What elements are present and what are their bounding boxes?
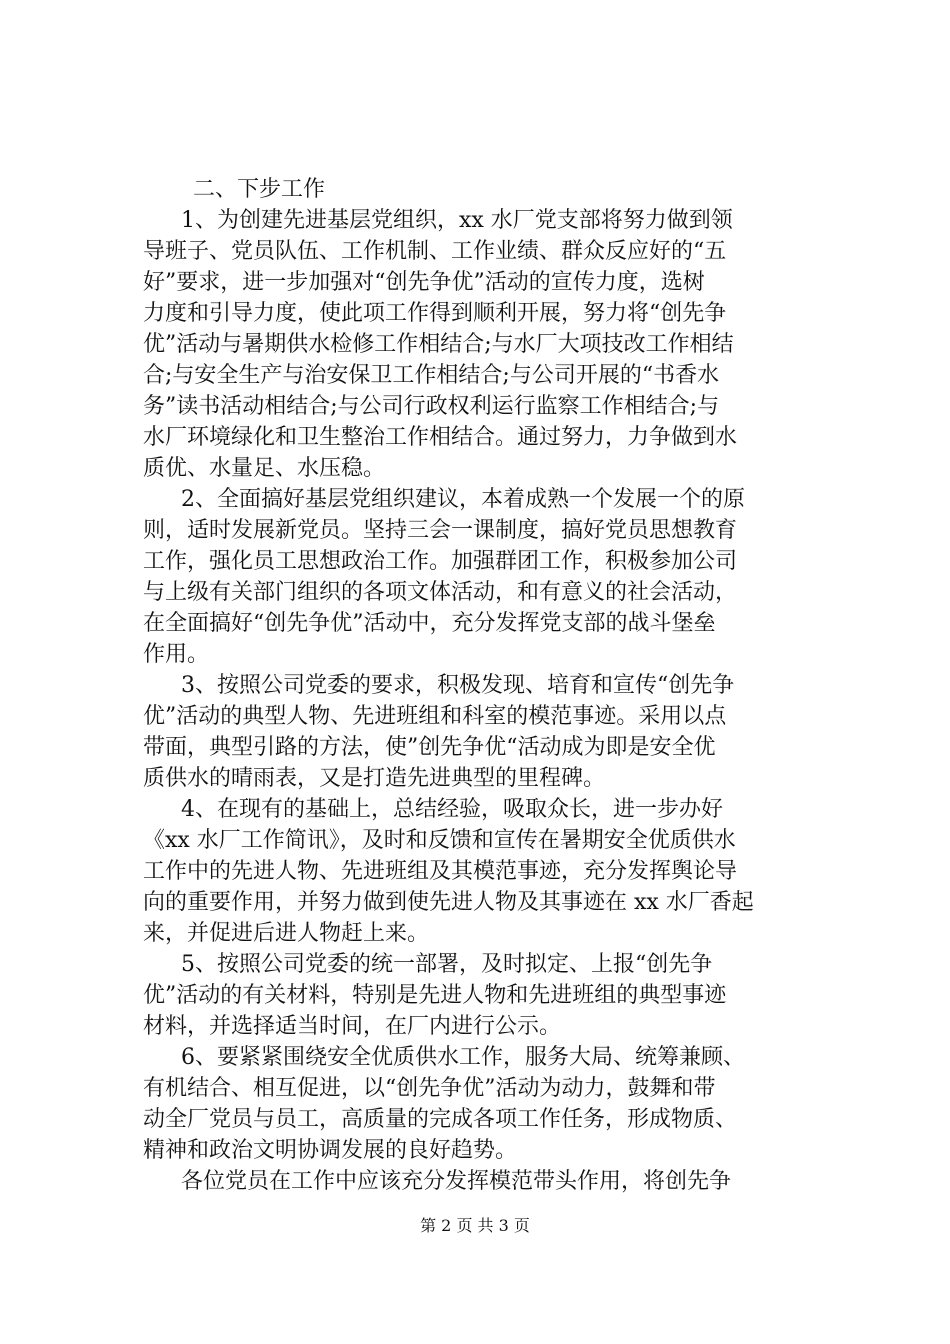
paragraph-1 [143,205,833,484]
paragraph-6 [143,1042,833,1166]
paragraph-line: 作用。 [143,642,210,667]
paragraph-line: 水厂环境绿化和卫生整治工作相结合。通过努力，力争做到水 [143,425,738,450]
paragraph-line: 合;与安全生产与治安保卫工作相结合;与公司开展的“书香水 [143,363,720,388]
paragraph-line: 1、为创建先进基层党组织，xx 水厂党支部将努力做到领 [181,208,733,233]
paragraph-line: 优”活动的有关材料，特别是先进人物和先进班组的典型事迹 [143,983,727,1008]
paragraph-line: 质优、水量足、水压稳。 [143,456,386,481]
paragraph-line: 好”要求，进一步加强对“创先争优”活动的宣传力度，选树 [143,270,705,295]
paragraph-line: 工作中的先进人物、先进班组及其模范事迹，充分发挥舆论导 [143,859,738,884]
paragraph-line: 与上级有关部门组织的各项文体活动，和有意义的社会活动， [143,580,738,605]
paragraph-line: 带面，典型引路的方法，使”创先争优“活动成为即是安全优 [143,735,716,760]
paragraph-line: 在全面搞好“创先争优”活动中，充分发挥党支部的战斗堡垒 [143,611,716,636]
paragraph-line: 力度和引导力度，使此项工作得到顺利开展，努力将“创先争 [143,301,727,326]
paragraph-line: 向的重要作用，并努力做到使先进人物及其事迹在 xx 水厂香起 [143,890,754,915]
paragraph-line: 精神和政治文明协调发展的良好趋势。 [143,1138,518,1163]
paragraph-line: 来，并促进后进人物赶上来。 [143,921,430,946]
paragraph-line: 则，适时发展新党员。坚持三会一课制度，搞好党员思想教育 [143,518,738,543]
paragraph-line: 有机结合、相互促进，以“创先争优”活动为动力，鼓舞和带 [143,1076,716,1101]
paragraph-line: 5、按照公司党委的统一部署，及时拟定、上报“创先争 [181,952,713,977]
paragraph-line: 4、在现有的基础上，总结经验，吸取众长，进一步办好 [181,797,723,822]
paragraph-line: 材料，并选择适当时间，在厂内进行公示。 [143,1014,562,1039]
paragraph-7 [143,1166,833,1197]
paragraph-line: 动全厂党员与员工，高质量的完成各项工作任务，形成物质、 [143,1107,738,1132]
paragraph-line: 《xx 水厂工作简讯》，及时和反馈和宣传在暑期安全优质供水 [143,828,736,853]
paragraph-line: 3、按照公司党委的要求，积极发现、培育和宣传“创先争 [181,673,735,698]
paragraph-line: 2、全面搞好基层党组织建议，本着成熟一个发展一个的原 [181,487,745,512]
paragraph-line: 各位党员在工作中应该充分发挥模范带头作用，将创先争 [181,1169,732,1194]
paragraph-3 [143,670,833,794]
paragraph-line: 质供水的晴雨表，又是打造先进典型的里程碑。 [143,766,606,791]
document-body [143,174,833,1197]
page-number: 第 2 页 共 3 页 [420,1216,530,1235]
paragraph-line: 导班子、党员队伍、工作机制、工作业绩、群众反应好的“五 [143,239,727,264]
paragraph-2 [143,484,833,670]
paragraph-4 [143,794,833,949]
section-heading: 二、下步工作 [193,177,326,202]
paragraph-5 [143,949,833,1042]
paragraph-line: 优”活动的典型人物、先进班组和科室的模范事迹。采用以点 [143,704,727,729]
paragraph-line: 务”读书活动相结合;与公司行政权利运行监察工作相结合;与 [143,394,720,419]
paragraph-line: 6、要紧紧围绕安全优质供水工作，服务大局、统筹兼顾、 [181,1045,745,1070]
paragraph-line: 工作，强化员工思想政治工作。加强群团工作，积极参加公司 [143,549,738,574]
paragraph-line: 优”活动与暑期供水检修工作相结合;与水厂大项技改工作相结 [143,332,734,357]
